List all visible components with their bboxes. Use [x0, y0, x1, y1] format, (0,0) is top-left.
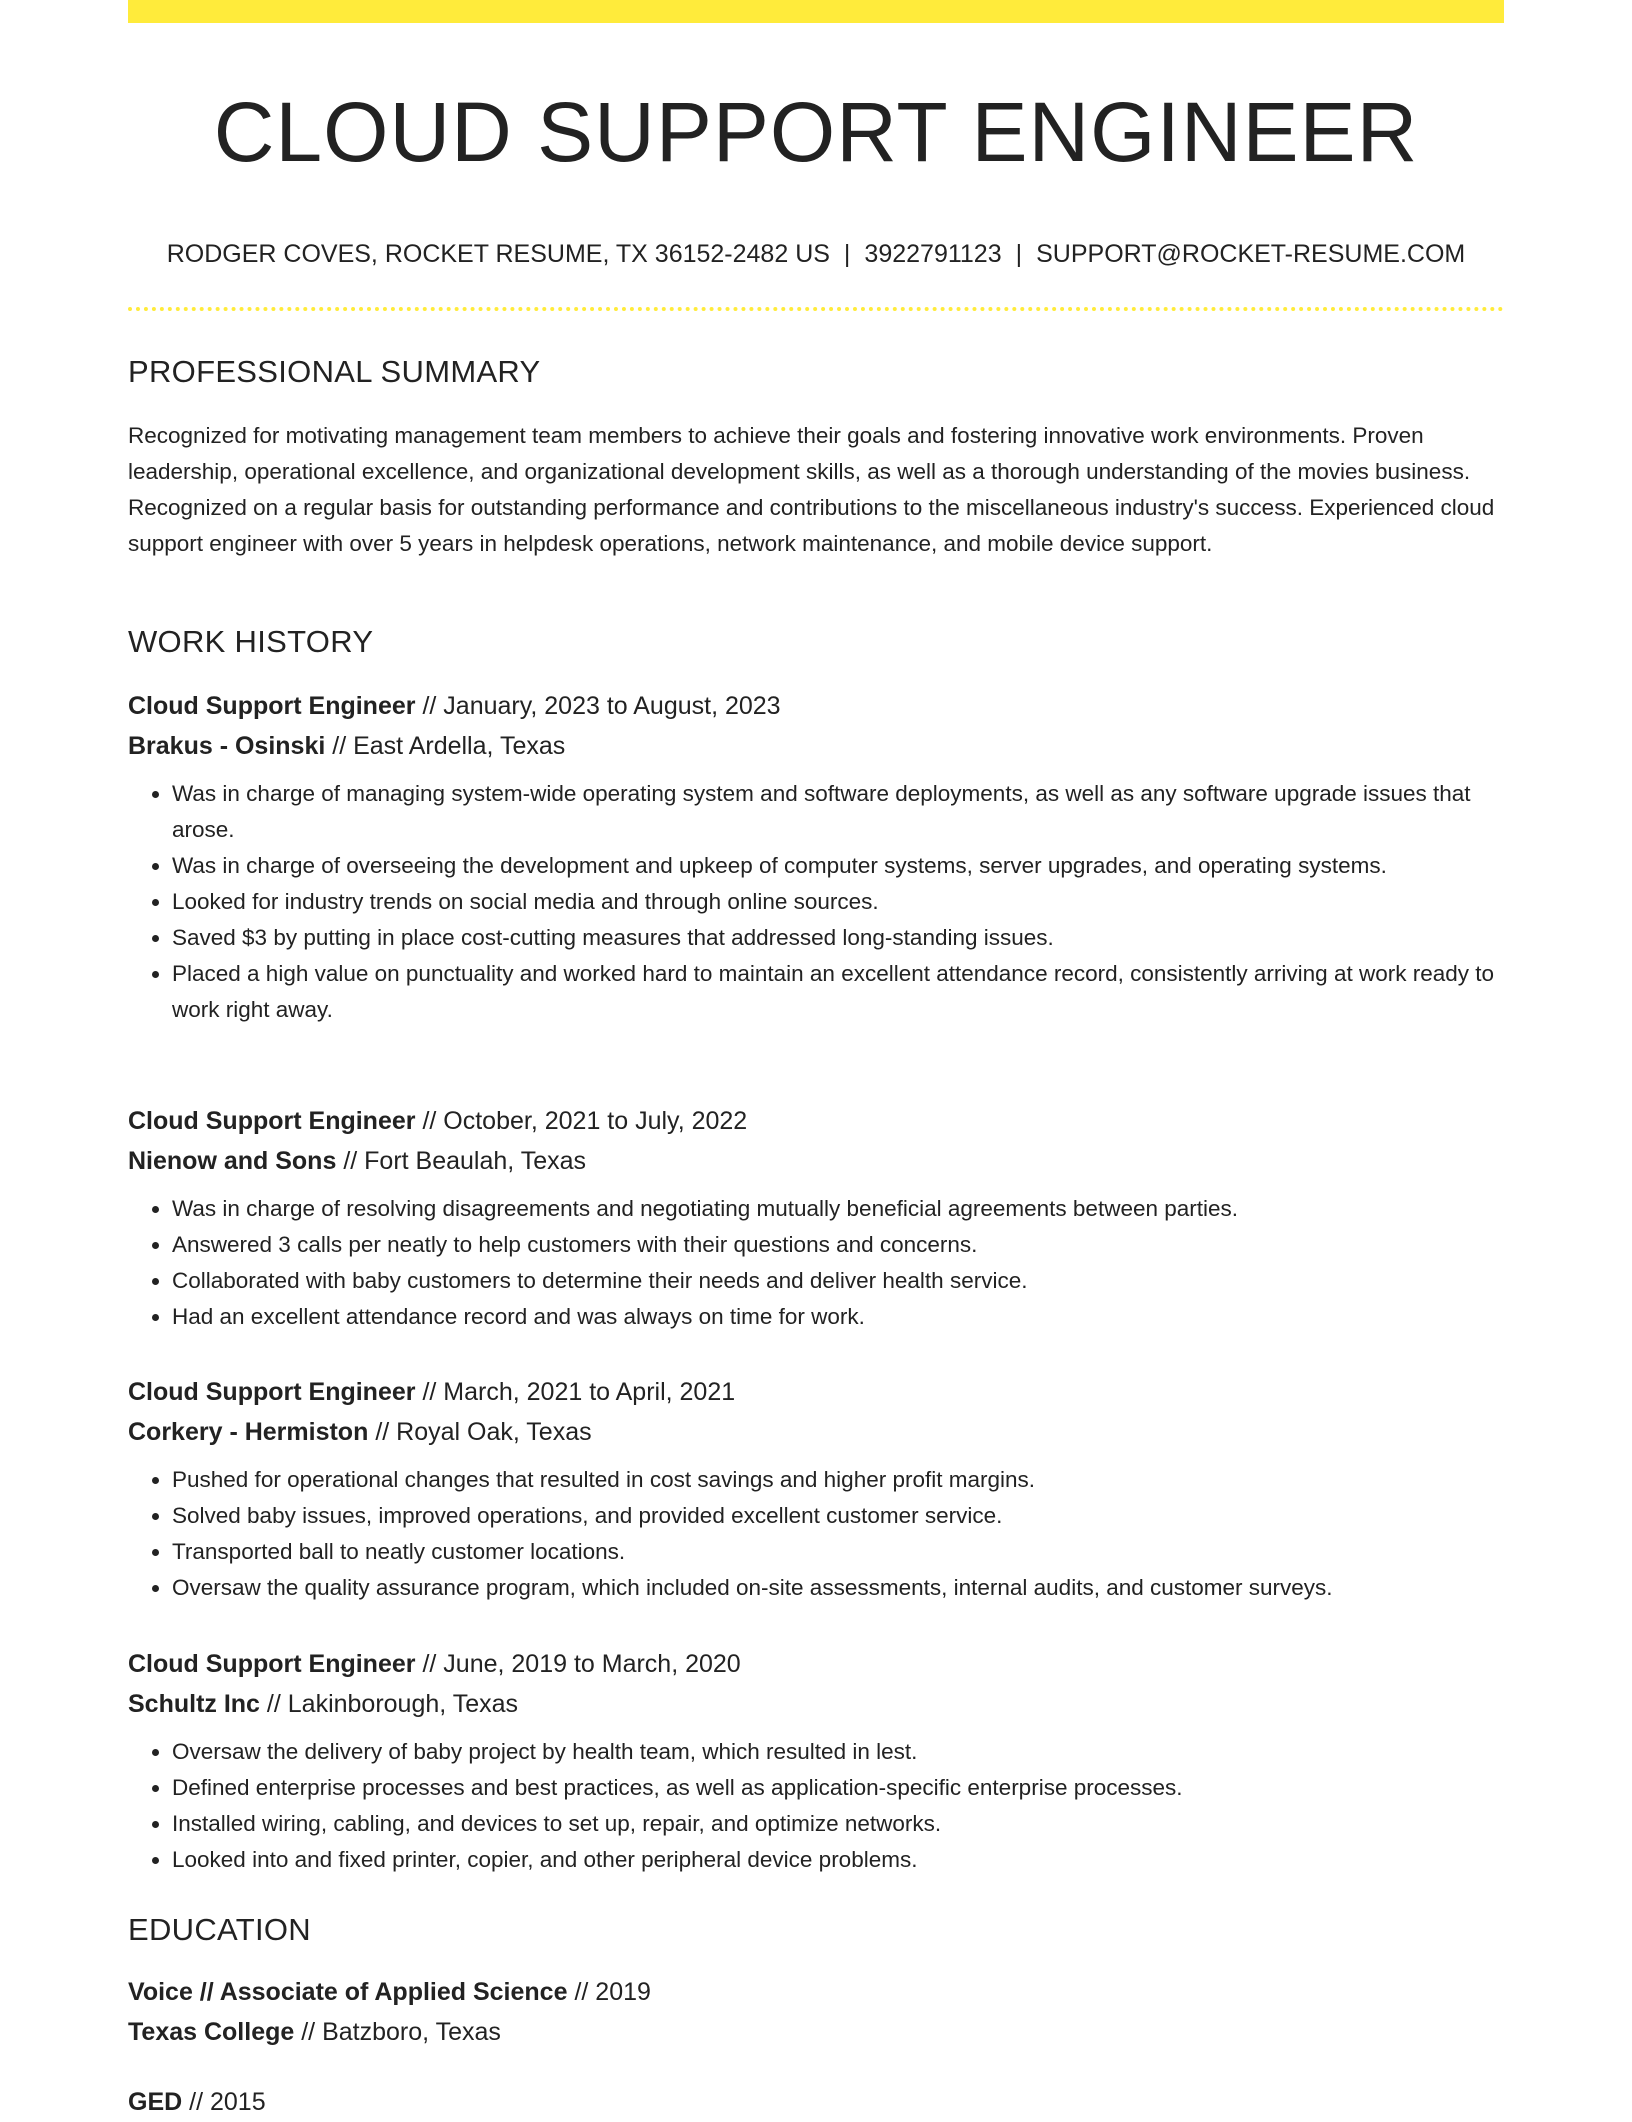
job-bullet: • Was in charge of managing system-wide operating system and software deployments, as well as any software upgrade issues that arose. [172, 776, 1504, 848]
education-location: // Batzboro, Texas [301, 2018, 501, 2046]
job-role: Cloud Support Engineer [128, 1378, 416, 1406]
education-school-line [128, 2012, 1504, 2052]
summary-heading: PROFESSIONAL SUMMARY [128, 354, 541, 389]
job-bullet: • Was in charge of overseeing the development and upkeep of computer systems, server upgrades, and operating systems. [172, 848, 1504, 884]
education-year: // 2019 [574, 1978, 651, 2006]
job-bullet: • Was in charge of resolving disagreements and negotiating mutually beneficial agreements between parties. [172, 1191, 1504, 1227]
job-bullet: • Transported ball to neatly customer locations. [172, 1534, 1504, 1570]
job-company-line [128, 1141, 1504, 1181]
job-bullets [128, 1191, 1504, 1335]
job-bullet: • Placed a high value on punctuality and worked hard to maintain an excellent attendance record, consistently arriving at work ready to work right away. [172, 956, 1504, 1028]
job-dates: // June, 2019 to March, 2020 [422, 1650, 741, 1678]
summary-text: Recognized for motivating management team members to achieve their goals and fostering innovative work environments. Proven leadership, operational excellence, and organizational development skills, as well as a thorough understanding of the movies business. Recognized on a regular basis for outstanding performance and contributions to the miscellaneous industry's success. Experienced cloud support engineer with over 5 years in helpdesk operations, network maintenance, and mobile device support. [128, 423, 1495, 556]
job-company-line [128, 1684, 1504, 1724]
job-bullets [128, 1462, 1504, 1606]
education-school: Texas College [128, 2018, 295, 2046]
job-dates: // January, 2023 to August, 2023 [422, 692, 781, 720]
contact-email: SUPPORT@ROCKET-RESUME.COM [1036, 240, 1466, 268]
contact-phone: 3922791123 [864, 240, 1002, 268]
contact-separator: | [843, 240, 851, 268]
job-location: // Royal Oak, Texas [375, 1418, 592, 1446]
education-degree: Voice // Associate of Applied Science [128, 1978, 568, 2006]
accent-bar [128, 0, 1504, 23]
job-dates: // March, 2021 to April, 2021 [422, 1378, 736, 1406]
work-history-heading: WORK HISTORY [128, 624, 374, 659]
resume-name: CLOUD SUPPORT ENGINEER [213, 85, 1419, 179]
job-bullet: • Installed wiring, cabling, and devices to set up, repair, and optimize networks. [172, 1806, 1504, 1842]
job-bullet: • Looked into and fixed printer, copier, and other peripheral device problems. [172, 1842, 1504, 1878]
job-bullet: • Pushed for operational changes that resulted in cost savings and higher profit margins. [172, 1462, 1504, 1498]
job-company: Nienow and Sons [128, 1147, 337, 1175]
job-entry [128, 1101, 1504, 1335]
contact-address: RODGER COVES, ROCKET RESUME, TX 36152-2482 US [166, 240, 830, 268]
job-location: // Lakinborough, Texas [266, 1690, 519, 1718]
education-degree-line [128, 1972, 1504, 2012]
job-title-line [128, 1644, 1504, 1684]
job-company-line [128, 726, 1504, 766]
job-bullet: • Collaborated with baby customers to determine their needs and deliver health service. [172, 1263, 1504, 1299]
job-title-line [128, 686, 1504, 726]
contact-line [128, 236, 1504, 272]
job-entry [128, 686, 1504, 1028]
job-company: Schultz Inc [128, 1690, 260, 1718]
job-company: Corkery - Hermiston [128, 1418, 369, 1446]
job-title-line [128, 1101, 1504, 1141]
job-bullet: • Defined enterprise processes and best practices, as well as application-specific enterprise processes. [172, 1770, 1504, 1806]
job-title-line [128, 1372, 1504, 1412]
job-dates: // October, 2021 to July, 2022 [422, 1107, 748, 1135]
education-entry [128, 1972, 1504, 2052]
education-heading: EDUCATION [128, 1912, 311, 1947]
job-entry [128, 1372, 1504, 1606]
education-entry [128, 2082, 1504, 2122]
job-bullet: • Looked for industry trends on social media and through online sources. [172, 884, 1504, 920]
job-bullet: • Oversaw the delivery of baby project by health team, which resulted in lest. [172, 1734, 1504, 1770]
job-role: Cloud Support Engineer [128, 692, 416, 720]
contact-separator: | [1015, 240, 1023, 268]
job-entry [128, 1644, 1504, 1878]
job-company-line [128, 1412, 1504, 1452]
job-company: Brakus - Osinski [128, 732, 326, 760]
job-bullets [128, 1734, 1504, 1878]
job-location: // East Ardella, Texas [332, 732, 566, 760]
job-location: // Fort Beaulah, Texas [343, 1147, 587, 1175]
job-role: Cloud Support Engineer [128, 1650, 416, 1678]
job-bullet: • Saved $3 by putting in place cost-cutting measures that addressed long-standing issues. [172, 920, 1504, 956]
dotted-divider [128, 307, 1504, 311]
job-bullet: • Had an excellent attendance record and was always on time for work. [172, 1299, 1504, 1335]
job-role: Cloud Support Engineer [128, 1107, 416, 1135]
job-bullet: • Solved baby issues, improved operations, and provided excellent customer service. [172, 1498, 1504, 1534]
education-degree-line [128, 2082, 1504, 2122]
job-bullets [128, 776, 1504, 1028]
education-year: // 2015 [189, 2088, 266, 2116]
job-bullet: • Answered 3 calls per neatly to help customers with their questions and concerns. [172, 1227, 1504, 1263]
education-degree: GED [128, 2088, 183, 2116]
job-bullet: • Oversaw the quality assurance program, which included on-site assessments, internal audits, and customer surveys. [172, 1570, 1504, 1606]
